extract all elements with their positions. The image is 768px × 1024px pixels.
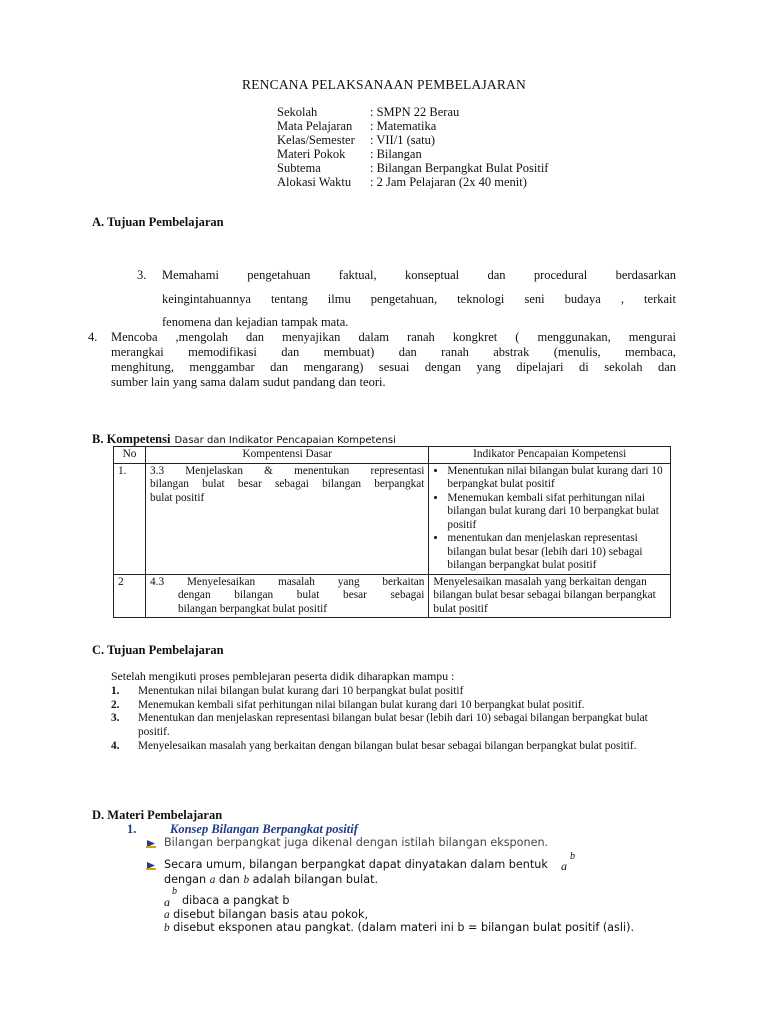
- materi-bullet-2: [164, 858, 548, 871]
- kd-text-line: 3.3 Menjelaskan & menentukan representasi: [149, 464, 425, 477]
- kd-text-line: bilangan berpangkat bulat positif: [177, 602, 327, 615]
- section-b-subheading: Dasar dan Indikator Pencapaian Kompetensi: [174, 435, 396, 446]
- info-label: Sekolah: [277, 105, 318, 119]
- info-label: Kelas/Semester: [277, 133, 355, 147]
- arrow-bullet-icon: [145, 860, 157, 871]
- dibaca-text: dibaca a pangkat b: [182, 894, 290, 907]
- list-number: 1.: [111, 685, 120, 697]
- power-base: a: [561, 859, 567, 873]
- info-row-mapel: [277, 119, 436, 134]
- section-b-heading: B. Kompetensi: [92, 432, 171, 446]
- list-text: Menentukan nilai bilangan bulat kurang dari 10 berpangkat bulat positif: [138, 685, 464, 697]
- list-text: Menentukan dan menjelaskan representasi bilangan bulat besar (lebih dari 10) sebagai bilangan berpangkat bulat positif.: [138, 712, 648, 738]
- adalah-text: adalah bilangan bulat.: [252, 873, 379, 886]
- info-value: : Bilangan: [370, 147, 422, 161]
- list-number: 2.: [111, 699, 120, 711]
- var-b: b: [243, 874, 250, 886]
- kd-cell: [145, 574, 428, 618]
- info-label: Mata Pelajaran: [277, 119, 353, 133]
- list-text: Menyelesaikan masalah yang berkaitan dengan bilangan bulat besar sebagai bilangan berpangkat bulat positif.: [138, 740, 637, 752]
- section-c-heading: C. Tujuan Pembelajaran: [92, 643, 224, 657]
- info-value: : VII/1 (satu): [370, 133, 436, 147]
- column-header-ipk: Indikator Pencapaian Kompetensi: [429, 447, 671, 464]
- list-number: 4.: [111, 740, 120, 752]
- kd-cell: [145, 463, 428, 574]
- a-item3-line1: Memahami pengetahuan faktual, konseptual dan procedural berdasarkan: [162, 268, 676, 282]
- a-item3-line2: keingintahuannya tentang ilmu pengetahuan, teknologi seni budaya , terkait: [162, 292, 676, 306]
- kd-text-line: dengan bilangan bulat besar sebagai: [177, 589, 425, 601]
- a-item3-number: 3.: [137, 268, 147, 282]
- info-label: Alokasi Waktu: [277, 175, 352, 189]
- row-number: 2: [114, 574, 146, 618]
- row-number: 1.: [114, 463, 146, 574]
- info-value: : 2 Jam Pelajaran (2x 40 menit): [370, 175, 527, 189]
- column-header-kd: Kompentensi Dasar: [145, 447, 428, 464]
- a-item3-line3: fenomena dan kejadian tampak mata.: [162, 315, 349, 329]
- info-row-subtema: [277, 161, 548, 176]
- subsection-number: 1.: [127, 822, 137, 836]
- info-row-materi: [277, 147, 422, 162]
- eksponen-var: b: [164, 922, 170, 934]
- dengan-line: [164, 873, 378, 886]
- competency-table: [113, 446, 671, 618]
- document-title: RENCANA PELAKSANAAN PEMBELAJARAN: [242, 77, 526, 92]
- info-row-kelas: [277, 133, 435, 148]
- basis-line: [164, 908, 368, 921]
- a-item4-line2: merangkai memodifikasi dan membuat) dan ranah abstrak (menulis, membaca,: [111, 345, 676, 359]
- power-exponent: b: [570, 851, 575, 862]
- a-item4-line3: menghitung, menggambar dan mengarang) sesuai dengan yang dipelajari di sekolah dan: [111, 360, 676, 374]
- indicator-item: • Menemukan kembali sifat perhitungan nilai bilangan bulat kurang dari 10 berpangkat bulat positif: [447, 492, 666, 533]
- dan-word: dan: [218, 873, 240, 886]
- indicator-list: [429, 465, 666, 573]
- kd-text-line: bilangan bulat besar sebagai bilangan berpangkat: [149, 478, 425, 490]
- indicator-cell: Menyelesaikan masalah yang berkaitan dengan bilangan bulat besar sebagai bilangan berpangkat bulat positif: [429, 574, 671, 618]
- var-a: a: [209, 874, 216, 886]
- section-d-heading: D. Materi Pembelajaran: [92, 808, 223, 822]
- column-header-no: No: [114, 447, 146, 464]
- info-row-sekolah: [277, 105, 459, 120]
- basis-text: disebut bilangan basis atau pokok,: [173, 908, 369, 921]
- dibaca-exponent: b: [172, 886, 177, 897]
- info-label: Subtema: [277, 161, 321, 175]
- a-item4-line4: sumber lain yang sama dalam sudut pandang dan teori.: [111, 375, 386, 389]
- basis-var: a: [164, 909, 170, 921]
- section-a-heading: A. Tujuan Pembelajaran: [92, 215, 224, 229]
- info-label: Materi Pokok: [277, 147, 346, 161]
- info-value: : Matematika: [370, 119, 437, 133]
- bullet-2-text: Secara umum, bilangan berpangkat dapat dinyatakan dalam bentuk: [164, 858, 548, 871]
- dibaca-base: a: [164, 895, 170, 909]
- subsection-title: Konsep Bilangan Berpangkat positif: [170, 822, 358, 836]
- a-item4-number: 4.: [88, 330, 98, 344]
- eksponen-text: disebut eksponen atau pangkat. (dalam materi ini b = bilangan bulat positif (asli).: [173, 921, 635, 934]
- table-row: [114, 574, 671, 618]
- arrow-bullet-icon: [145, 838, 157, 849]
- table-header-row: [114, 447, 671, 464]
- table-row: [114, 463, 671, 574]
- indicator-item: • menentukan dan menjelaskan representasi bilangan bulat besar (lebih dari 10) sebagai bilangan berpangkat bulat positif: [447, 532, 666, 573]
- indicator-item: • Menentukan nilai bilangan bulat kurang dari 10 berpangkat bulat positif: [447, 465, 666, 492]
- info-row-alokasi: [277, 175, 527, 190]
- eksponen-line: [164, 921, 634, 934]
- list-number: 3.: [111, 712, 120, 724]
- section-c-intro: Setelah mengikuti proses pemblejaran peserta didik diharapkan mampu :: [111, 669, 455, 683]
- dengan-word: dengan: [164, 873, 207, 886]
- kd-text-line: bulat positif: [149, 491, 205, 504]
- list-text: Menemukan kembali sifat perhitungan nilai bilangan bulat kurang dari 10 berpangkat bulat positif.: [138, 699, 585, 711]
- info-value: : SMPN 22 Berau: [370, 105, 460, 119]
- indicator-cell: [429, 463, 671, 574]
- a-item4-line1: Mencoba ,mengolah dan menyajikan dalam ranah kongkret ( menggunakan, mengurai: [111, 330, 676, 344]
- kd-text-line: 4.3 Menyelesaikan masalah yang berkaitan: [149, 575, 425, 588]
- info-value: : Bilangan Berpangkat Bulat Positif: [370, 161, 549, 175]
- materi-bullet-1: Bilangan berpangkat juga dikenal dengan istilah bilangan eksponen.: [164, 836, 549, 849]
